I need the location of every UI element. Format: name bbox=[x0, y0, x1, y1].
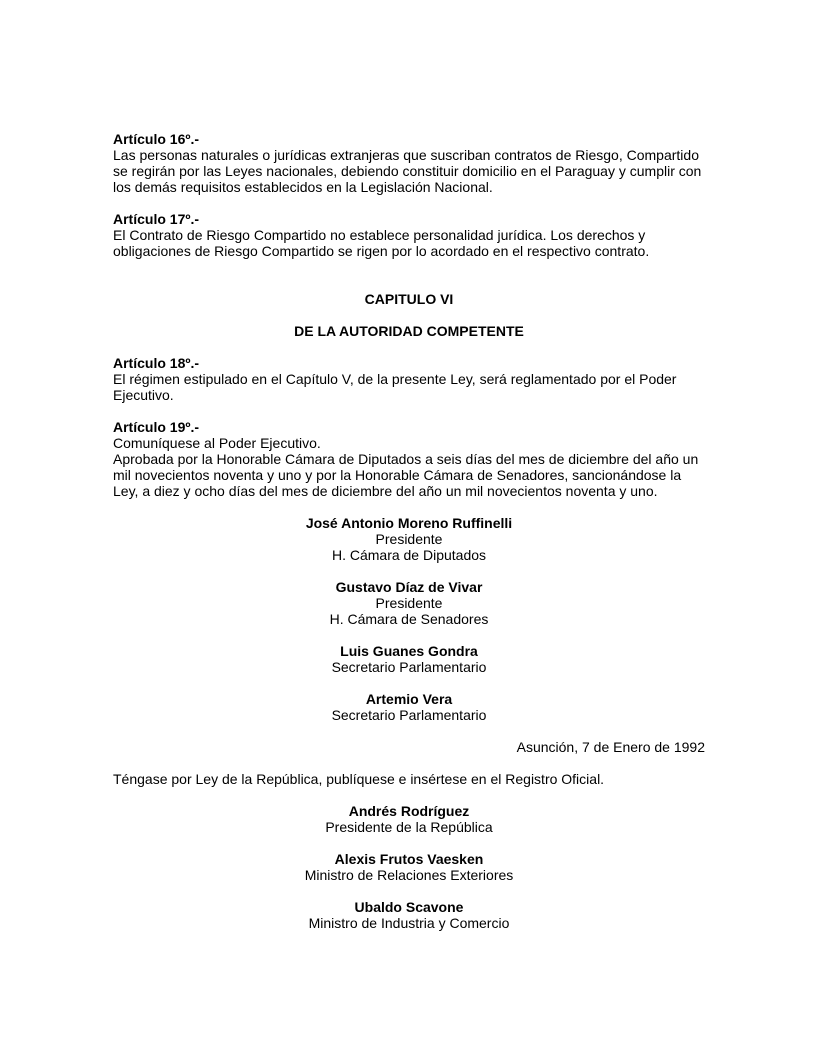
article-heading: Artículo 16º.- bbox=[113, 131, 200, 147]
article-text-line: Ley, a diez y ocho días del mes de diciembre del año un mil novecientos noventa y uno. bbox=[113, 483, 658, 499]
promulgation bbox=[113, 771, 705, 787]
signatory-title: Ministro de Industria y Comercio bbox=[308, 915, 510, 931]
chapter-header bbox=[113, 291, 705, 339]
chapter-title: CAPITULO VI bbox=[364, 291, 454, 307]
signatory-body: H. Cámara de Diputados bbox=[331, 547, 487, 563]
signature-block bbox=[113, 899, 705, 931]
article-heading: Artículo 18º.- bbox=[113, 355, 200, 371]
article-text-line: mil novecientos noventa y uno y por la Honorable Cámara de Senadores, sancionándose la bbox=[113, 467, 682, 483]
signatory-title: Ministro de Relaciones Exteriores bbox=[304, 867, 514, 883]
article-text-line: obligaciones de Riesgo Compartido se rigen por lo acordado en el respectivo contrato. bbox=[113, 243, 650, 259]
signature-block bbox=[113, 803, 705, 835]
signatory-title: Presidente bbox=[375, 531, 443, 547]
signatory-title: Presidente de la República bbox=[325, 819, 493, 835]
signature-block bbox=[113, 579, 705, 627]
article-17 bbox=[113, 211, 705, 259]
document-page bbox=[113, 131, 705, 931]
signatory-name: José Antonio Moreno Ruffinelli bbox=[305, 515, 513, 531]
article-text-line: los demás requisitos establecidos en la Legislación Nacional. bbox=[113, 179, 493, 195]
chapter-subtitle: DE LA AUTORIDAD COMPETENTE bbox=[294, 323, 524, 339]
signatory-name: Artemio Vera bbox=[365, 691, 453, 707]
signatory-title: Secretario Parlamentario bbox=[331, 659, 487, 675]
article-16 bbox=[113, 131, 705, 195]
document-date: Asunción, 7 de Enero de 1992 bbox=[516, 739, 705, 755]
signatory-name: Andrés Rodríguez bbox=[348, 803, 470, 819]
article-text-line: El régimen estipulado en el Capítulo V, de la presente Ley, será reglamentado por el Poder bbox=[113, 371, 677, 387]
signature-block bbox=[113, 691, 705, 723]
article-heading: Artículo 17º.- bbox=[113, 211, 200, 227]
promulgation-text: Téngase por Ley de la República, publíquese e insértese en el Registro Oficial. bbox=[113, 771, 605, 787]
signatory-name: Ubaldo Scavone bbox=[354, 899, 464, 915]
signatory-title: Presidente bbox=[375, 595, 443, 611]
article-text-line: Aprobada por la Honorable Cámara de Diputados a seis días del mes de diciembre del año un bbox=[113, 451, 699, 467]
article-text-line: Ejecutivo. bbox=[113, 387, 174, 403]
date-line bbox=[113, 739, 705, 755]
article-18 bbox=[113, 355, 705, 403]
article-heading: Artículo 19º.- bbox=[113, 419, 200, 435]
signature-block bbox=[113, 515, 705, 563]
article-text-line: Las personas naturales o jurídicas extranjeras que suscriban contratos de Riesgo, Compartido bbox=[113, 147, 699, 163]
signatory-name: Alexis Frutos Vaesken bbox=[334, 851, 484, 867]
article-text-line: Comuníquese al Poder Ejecutivo. bbox=[113, 435, 321, 451]
signature-block bbox=[113, 851, 705, 883]
signature-block bbox=[113, 643, 705, 675]
signatory-name: Gustavo Díaz de Vivar bbox=[335, 579, 483, 595]
article-text-line: El Contrato de Riesgo Compartido no establece personalidad jurídica. Los derechos y bbox=[113, 227, 646, 243]
article-text-line: se regirán por las Leyes nacionales, debiendo constituir domicilio en el Paraguay y cumplir con bbox=[113, 163, 702, 179]
signatory-name: Luis Guanes Gondra bbox=[340, 643, 478, 659]
article-19 bbox=[113, 419, 705, 499]
signatory-body: H. Cámara de Senadores bbox=[329, 611, 489, 627]
signatory-title: Secretario Parlamentario bbox=[331, 707, 487, 723]
